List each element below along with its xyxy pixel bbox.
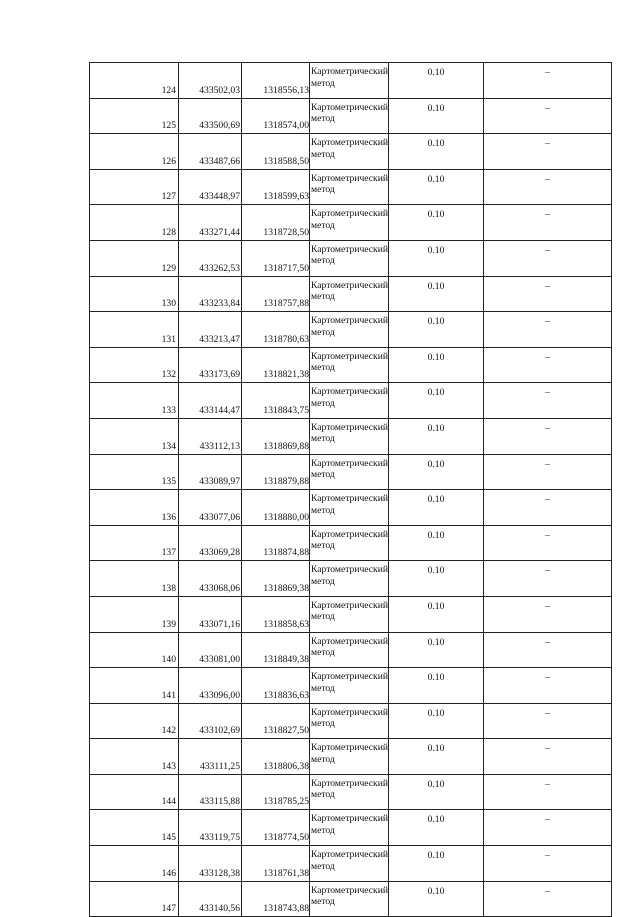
point-number-cell: 145: [90, 810, 179, 846]
determination-method-cell: Картометрический метод: [310, 454, 389, 490]
determination-method-cell: Картометрический метод: [310, 703, 389, 739]
point-description-cell: –: [484, 739, 612, 775]
x-coordinate-cell: 433213,47: [179, 312, 242, 348]
table-row: [90, 418, 612, 454]
x-coordinate-cell: 433069,28: [179, 525, 242, 561]
point-number-cell: 132: [90, 347, 179, 383]
y-coordinate-cell: 1318849,38: [242, 632, 310, 668]
x-coordinate-cell: 433081,00: [179, 632, 242, 668]
determination-method-cell: Картометрический метод: [310, 63, 389, 99]
determination-method-cell: Картометрический метод: [310, 668, 389, 704]
coordinates-table: [89, 62, 612, 917]
table-row: [90, 98, 612, 134]
determination-method-cell: Картометрический метод: [310, 774, 389, 810]
point-number-cell: 136: [90, 490, 179, 526]
determination-method-cell: Картометрический метод: [310, 881, 389, 917]
y-coordinate-cell: 1318874,88: [242, 525, 310, 561]
point-description-cell: –: [484, 490, 612, 526]
point-description-cell: –: [484, 134, 612, 170]
determination-method-cell: Картометрический метод: [310, 561, 389, 597]
table-row: [90, 561, 612, 597]
coordinates-table-body: [90, 63, 612, 917]
table-row: [90, 169, 612, 205]
table-row: [90, 846, 612, 882]
x-coordinate-cell: 433128,38: [179, 846, 242, 882]
point-description-cell: –: [484, 632, 612, 668]
precision-cell: 0.10: [389, 134, 484, 170]
point-description-cell: –: [484, 881, 612, 917]
y-coordinate-cell: 1318836,63: [242, 668, 310, 704]
point-number-cell: 130: [90, 276, 179, 312]
point-description-cell: –: [484, 418, 612, 454]
y-coordinate-cell: 1318821,38: [242, 347, 310, 383]
x-coordinate-cell: 433096,00: [179, 668, 242, 704]
y-coordinate-cell: 1318556,13: [242, 63, 310, 99]
table-row: [90, 596, 612, 632]
determination-method-cell: Картометрический метод: [310, 739, 389, 775]
y-coordinate-cell: 1318757,88: [242, 276, 310, 312]
point-number-cell: 143: [90, 739, 179, 775]
precision-cell: 0.10: [389, 418, 484, 454]
precision-cell: 0.10: [389, 596, 484, 632]
point-number-cell: 125: [90, 98, 179, 134]
determination-method-cell: Картометрический метод: [310, 347, 389, 383]
table-row: [90, 347, 612, 383]
x-coordinate-cell: 433173,69: [179, 347, 242, 383]
precision-cell: 0.10: [389, 774, 484, 810]
point-number-cell: 144: [90, 774, 179, 810]
determination-method-cell: Картометрический метод: [310, 205, 389, 241]
y-coordinate-cell: 1318858,63: [242, 596, 310, 632]
x-coordinate-cell: 433233,84: [179, 276, 242, 312]
x-coordinate-cell: 433111,25: [179, 739, 242, 775]
point-description-cell: –: [484, 205, 612, 241]
y-coordinate-cell: 1318780,63: [242, 312, 310, 348]
determination-method-cell: Картометрический метод: [310, 810, 389, 846]
y-coordinate-cell: 1318869,88: [242, 418, 310, 454]
precision-cell: 0.10: [389, 63, 484, 99]
precision-cell: 0.10: [389, 454, 484, 490]
point-number-cell: 126: [90, 134, 179, 170]
point-number-cell: 124: [90, 63, 179, 99]
precision-cell: 0.10: [389, 490, 484, 526]
y-coordinate-cell: 1318827,50: [242, 703, 310, 739]
precision-cell: 0.10: [389, 276, 484, 312]
x-coordinate-cell: 433071,16: [179, 596, 242, 632]
precision-cell: 0.10: [389, 810, 484, 846]
precision-cell: 0.10: [389, 98, 484, 134]
y-coordinate-cell: 1318869,38: [242, 561, 310, 597]
table-row: [90, 454, 612, 490]
point-description-cell: –: [484, 276, 612, 312]
x-coordinate-cell: 433102,69: [179, 703, 242, 739]
point-description-cell: –: [484, 454, 612, 490]
precision-cell: 0.10: [389, 383, 484, 419]
y-coordinate-cell: 1318843,75: [242, 383, 310, 419]
x-coordinate-cell: 433271,44: [179, 205, 242, 241]
point-number-cell: 131: [90, 312, 179, 348]
y-coordinate-cell: 1318728,50: [242, 205, 310, 241]
determination-method-cell: Картометрический метод: [310, 632, 389, 668]
point-number-cell: 146: [90, 846, 179, 882]
point-description-cell: –: [484, 312, 612, 348]
y-coordinate-cell: 1318879,88: [242, 454, 310, 490]
point-description-cell: –: [484, 846, 612, 882]
y-coordinate-cell: 1318574,00: [242, 98, 310, 134]
determination-method-cell: Картометрический метод: [310, 98, 389, 134]
table-row: [90, 490, 612, 526]
x-coordinate-cell: 433502,03: [179, 63, 242, 99]
point-description-cell: –: [484, 383, 612, 419]
x-coordinate-cell: 433112,13: [179, 418, 242, 454]
point-number-cell: 138: [90, 561, 179, 597]
y-coordinate-cell: 1318588,50: [242, 134, 310, 170]
precision-cell: 0.10: [389, 739, 484, 775]
table-row: [90, 881, 612, 917]
determination-method-cell: Картометрический метод: [310, 240, 389, 276]
point-number-cell: 142: [90, 703, 179, 739]
table-row: [90, 703, 612, 739]
table-row: [90, 383, 612, 419]
x-coordinate-cell: 433089,97: [179, 454, 242, 490]
point-description-cell: –: [484, 63, 612, 99]
determination-method-cell: Картометрический метод: [310, 596, 389, 632]
point-number-cell: 135: [90, 454, 179, 490]
x-coordinate-cell: 433487,66: [179, 134, 242, 170]
precision-cell: 0.10: [389, 632, 484, 668]
x-coordinate-cell: 433119,75: [179, 810, 242, 846]
precision-cell: 0.10: [389, 846, 484, 882]
table-row: [90, 525, 612, 561]
point-description-cell: –: [484, 596, 612, 632]
point-number-cell: 128: [90, 205, 179, 241]
x-coordinate-cell: 433115,88: [179, 774, 242, 810]
y-coordinate-cell: 1318774,50: [242, 810, 310, 846]
point-number-cell: 137: [90, 525, 179, 561]
point-description-cell: –: [484, 561, 612, 597]
precision-cell: 0.10: [389, 169, 484, 205]
point-description-cell: –: [484, 240, 612, 276]
table-row: [90, 632, 612, 668]
determination-method-cell: Картометрический метод: [310, 418, 389, 454]
point-number-cell: 139: [90, 596, 179, 632]
x-coordinate-cell: 433077,06: [179, 490, 242, 526]
table-row: [90, 276, 612, 312]
point-description-cell: –: [484, 668, 612, 704]
y-coordinate-cell: 1318806,38: [242, 739, 310, 775]
table-row: [90, 205, 612, 241]
precision-cell: 0.10: [389, 881, 484, 917]
point-number-cell: 129: [90, 240, 179, 276]
table-row: [90, 240, 612, 276]
point-number-cell: 141: [90, 668, 179, 704]
point-number-cell: 140: [90, 632, 179, 668]
precision-cell: 0.10: [389, 205, 484, 241]
precision-cell: 0.10: [389, 668, 484, 704]
table-row: [90, 774, 612, 810]
precision-cell: 0.10: [389, 561, 484, 597]
table-row: [90, 668, 612, 704]
table-row: [90, 134, 612, 170]
x-coordinate-cell: 433140,56: [179, 881, 242, 917]
y-coordinate-cell: 1318880,00: [242, 490, 310, 526]
determination-method-cell: Картометрический метод: [310, 383, 389, 419]
precision-cell: 0.10: [389, 525, 484, 561]
determination-method-cell: Картометрический метод: [310, 525, 389, 561]
table-row: [90, 739, 612, 775]
point-description-cell: –: [484, 98, 612, 134]
precision-cell: 0.10: [389, 312, 484, 348]
table-row: [90, 312, 612, 348]
point-description-cell: –: [484, 169, 612, 205]
point-number-cell: 134: [90, 418, 179, 454]
precision-cell: 0.10: [389, 347, 484, 383]
determination-method-cell: Картометрический метод: [310, 169, 389, 205]
determination-method-cell: Картометрический метод: [310, 490, 389, 526]
determination-method-cell: Картометрический метод: [310, 312, 389, 348]
point-description-cell: –: [484, 703, 612, 739]
point-description-cell: –: [484, 347, 612, 383]
point-number-cell: 133: [90, 383, 179, 419]
y-coordinate-cell: 1318599,63: [242, 169, 310, 205]
determination-method-cell: Картометрический метод: [310, 134, 389, 170]
determination-method-cell: Картометрический метод: [310, 276, 389, 312]
table-row: [90, 63, 612, 99]
point-description-cell: –: [484, 774, 612, 810]
x-coordinate-cell: 433500,69: [179, 98, 242, 134]
x-coordinate-cell: 433262,53: [179, 240, 242, 276]
x-coordinate-cell: 433144,47: [179, 383, 242, 419]
y-coordinate-cell: 1318743,88: [242, 881, 310, 917]
determination-method-cell: Картометрический метод: [310, 846, 389, 882]
x-coordinate-cell: 433068,06: [179, 561, 242, 597]
point-description-cell: –: [484, 810, 612, 846]
y-coordinate-cell: 1318761,38: [242, 846, 310, 882]
x-coordinate-cell: 433448,97: [179, 169, 242, 205]
point-number-cell: 147: [90, 881, 179, 917]
precision-cell: 0.10: [389, 240, 484, 276]
point-description-cell: –: [484, 525, 612, 561]
precision-cell: 0.10: [389, 703, 484, 739]
y-coordinate-cell: 1318717,50: [242, 240, 310, 276]
point-number-cell: 127: [90, 169, 179, 205]
y-coordinate-cell: 1318785,25: [242, 774, 310, 810]
table-row: [90, 810, 612, 846]
